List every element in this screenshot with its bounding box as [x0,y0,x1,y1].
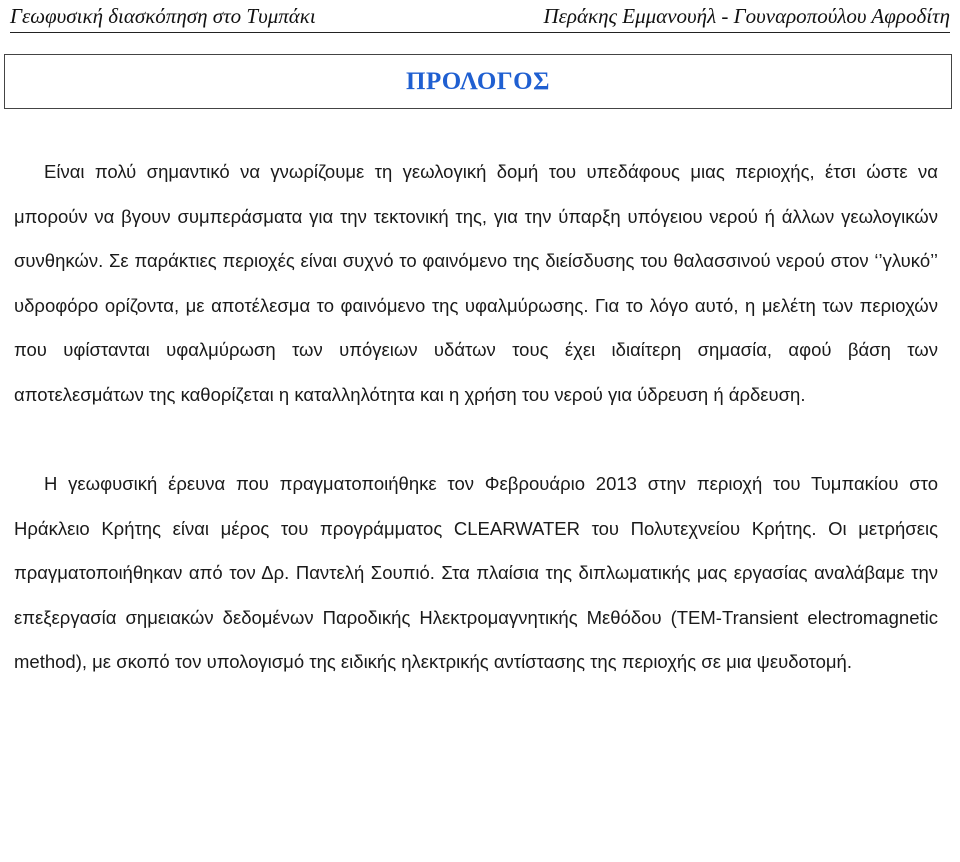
document-body [14,150,938,685]
paragraph-intro: Είναι πολύ σημαντικό να γνωρίζουμε τη γεωλογική δομή του υπεδάφους μιας περιοχής, έτσι ώστε να μπορούν να βγουν συμπεράσματα για την τεκτονική της, για την ύπαρξη υπόγειου νερού ή άλλων γεωλογικών συνθηκών. Σε παράκτιες περιοχές είναι συχνό το φαινόμενο της διείσδυσης του θαλασσινού νερού στον ‘’γλυκό’’ υδροφόρο ορίζοντα, με αποτέλεσμα το φαινόμενο της υφαλμύρωσης. Για το λόγο αυτό, η μελέτη των περιοχών που υφίστανται υφαλμύρωση των υπόγειων υδάτων τους έχει ιδιαίτερη σημασία, αφού βάση των αποτελεσμάτων της καθορίζεται η καταλληλότητα και η χρήση του νερού για ύδρευση ή άρδευση. [14,161,938,405]
paragraph-research: Η γεωφυσική έρευνα που πραγματοποιήθηκε τον Φεβρουάριο 2013 στην περιοχή του Τυμπακίου στο Ηράκλειο Κρήτης είναι μέρος του προγράμματος CLEARWATER του Πολυτεχνείου Κρήτης. Οι μετρήσεις πραγματοποιήθηκαν από τον Δρ. Παντελή Σουπιό. Στα πλαίσια της διπλωματικής μας εργασίας αναλάβαμε την επεξεργασία σημειακών δεδομένων Παροδικής Ηλεκτρομαγνητικής Μεθόδου (TEM-Transient electromagnetic method), με σκοπό τον υπολογισμό της ειδικής ηλεκτρικής αντίστασης της περιοχής σε μια ψευδοτομή. [14,473,938,672]
header-left-title: Γεωφυσική διασκόπηση στο Τυμπάκι [10,3,316,28]
running-header [10,0,950,33]
title-box [4,54,952,109]
header-right-authors: Περάκης Εμμανουήλ - Γουναροπούλου Αφροδίτη [543,3,950,28]
page-title: ΠΡΟΛΟΓΟΣ [406,67,550,95]
